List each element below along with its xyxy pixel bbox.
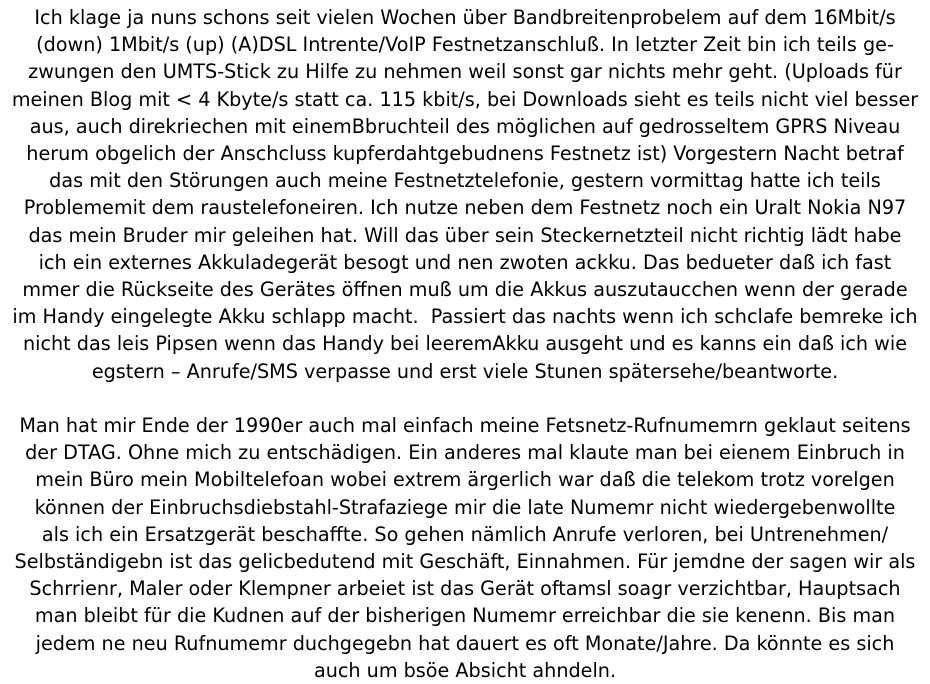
text-line: zwungen den UMTS-Stick zu Hilfe zu nehmen weil sonst gar nichts mehr geht. (Uploads für	[28, 60, 902, 84]
text-line: mein Büro mein Mobiltelefoan wobei extrem ärgerlich war daß die telekom trotz vorelgen	[35, 468, 895, 492]
paragraph-2	[0, 412, 930, 684]
text-line: mmer die Rückseite des Gerätes öffnen muß um die Akkus auszutaucchen wenn der gerade	[22, 278, 908, 302]
text-line: das mit den Störungen auch meine Festnetztelefonie, gestern vormittag hatte ich teils	[49, 169, 881, 193]
text-line: der DTAG. Ohne mich zu entschädigen. Ein anderes mal klaute man bei eienem Einbruch in	[25, 441, 905, 465]
paragraph-spacer	[0, 385, 930, 412]
text-line: Man hat mir Ende der 1990er auch mal einfach meine Fetsnetz-Rufnumemrn geklaut seitens	[19, 414, 911, 438]
text-line: ich ein externes Akkuladegerät besogt und nen zwoten ackku. Das bedueter daß ich fast	[38, 250, 892, 274]
text-line: auch um bsöe Absicht ahndeln.	[313, 658, 617, 682]
paragraph-1	[0, 4, 930, 385]
text-line: man bleibt für die Kudnen auf der bisherigen Numemr erreichbar die sie kenenn. Bis man	[34, 604, 896, 628]
text-line: Selbständigebn ist das gelicbedutend mit Geschäft, Einnahmen. Für jemdne der sagen wir als	[14, 550, 916, 574]
text-line: als ich ein Ersatzgerät beschaffte. So gehen nämlich Anrufe verloren, bei Untrenehmen/	[41, 522, 889, 546]
text-line: im Handy eingelegte Akku schlapp macht. Passiert das nachts wenn ich schclafe bemreke ich	[12, 305, 918, 329]
text-line: das mein Bruder mir geleihen hat. Will das über sein Steckernetzteil nicht richtig lädt habe	[28, 223, 902, 247]
text-line: Schrrienr, Maler oder Klempner arbeiet ist das Gerät oftamsl soagr verzichtbar, Hauptsach	[29, 577, 901, 601]
document-body	[0, 4, 930, 684]
text-line: Ich klage ja nuns schons seit vielen Wochen über Bandbreitenprobelem auf dem 16Mbit/s	[34, 6, 896, 29]
text-line: herum obgelich der Anschcluss kupferdahtgebudnens Festnetz ist) Vorgestern Nacht betraf	[26, 142, 904, 166]
text-line: nicht das leis Pipsen wenn das Handy bei leeremAkku ausgeht und es kanns ein daß ich wie	[22, 332, 908, 356]
text-line: egstern – Anrufe/SMS verpasse und erst viele Stunen spätersehe/beantworte.	[91, 359, 839, 383]
text-line: aus, auch direkriechen mit einemBbruchteil des möglichen auf gedrosseltem GPRS Niveau	[29, 114, 901, 138]
text-line: jedem ne neu Rufnumemr duchgegebn hat dauert es oft Monate/Jahre. Da könnte es sich	[35, 631, 895, 655]
text-line: Problememit dem raustelefoneiren. Ich nutze neben dem Festnetz noch ein Uralt Nokia N97	[23, 196, 907, 220]
text-line: meinen Blog mit < 4 Kbyte/s statt ca. 115 kbit/s, bei Downloads sieht es teils nicht viel besser	[11, 87, 919, 111]
text-line: können der Einbruchsdiebstahl-Strafaziege mir die late Numemr nicht wiedergebenwollte	[34, 495, 896, 519]
text-line: (down) 1Mbit/s (up) (A)DSL Intrente/VoIP Festnetzanschluß. In letzter Zeit bin ich teils ge-	[36, 33, 894, 57]
